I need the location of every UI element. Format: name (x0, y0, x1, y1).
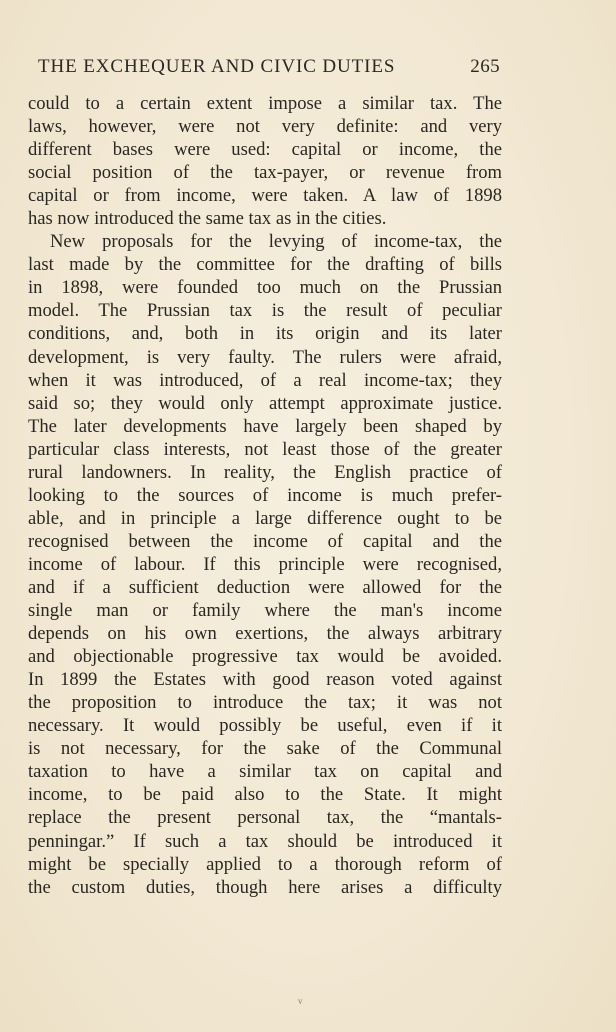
text-line: social position of the tax-payer, or revenue from (28, 162, 502, 184)
text-line: income, to be paid also to the State. It might (28, 784, 502, 806)
text-line: is not necessary, for the sake of the Communal (28, 738, 502, 760)
text-line: replace the present personal tax, the “mantals- (28, 807, 502, 829)
page-number: 265 (470, 56, 500, 77)
text-line: recognised between the income of capital and the (28, 530, 502, 552)
text-line: looking to the sources of income is much prefer- (28, 484, 502, 506)
text-line: depends on his own exertions, the always arbitrary (28, 623, 502, 645)
text-line: In 1899 the Estates with good reason voted against (28, 669, 502, 691)
text-line: the proposition to introduce the tax; it was not (28, 692, 502, 714)
text-line: different bases were used: capital or income, the (28, 139, 502, 161)
text-line: conditions, and, both in its origin and its later (28, 323, 502, 345)
text-line: taxation to have a similar tax on capital and (28, 761, 502, 783)
text-line: penningar.” If such a tax should be introduced it (28, 830, 502, 852)
signature-mark: v (298, 996, 303, 1006)
text-line: has now introduced the same tax as in the cities. (28, 208, 387, 230)
text-line: the custom duties, though here arises a difficulty (28, 876, 502, 898)
text-line: development, is very faulty. The rulers were afraid, (28, 346, 502, 368)
text-line: might be specially applied to a thorough reform of (28, 853, 502, 875)
text-line: when it was introduced, of a real income-tax; they (28, 369, 502, 391)
text-line: single man or family where the man's income (28, 600, 502, 622)
text-line: last made by the committee for the drafting of bills (28, 254, 502, 276)
text-line: income of labour. If this principle were recognised, (28, 553, 502, 575)
text-line: rural landowners. In reality, the English practice of (28, 461, 502, 483)
text-line: model. The Prussian tax is the result of peculiar (28, 300, 502, 322)
text-line: in 1898, were founded too much on the Prussian (28, 277, 502, 299)
text-line: laws, however, were not very definite: and very (28, 116, 502, 138)
running-head (38, 56, 500, 78)
text-line: could to a certain extent impose a similar tax. The (28, 93, 502, 114)
text-line: and objectionable progressive tax would be avoided. (28, 646, 502, 668)
text-line: capital or from income, were taken. A law of 1898 (28, 185, 502, 207)
text-line: able, and in principle a large difference ought to be (28, 507, 502, 529)
text-line: said so; they would only attempt approximate justice. (28, 392, 502, 414)
text-line: necessary. It would possibly be useful, even if it (28, 715, 502, 737)
body-text (28, 92, 502, 899)
text-line: New proposals for the levying of income-tax, the (50, 231, 502, 253)
running-head-title: THE EXCHEQUER AND CIVIC DUTIES (38, 56, 396, 77)
text-line: and if a sufficient deduction were allowed for the (28, 576, 502, 598)
text-line: particular class interests, not least those of the greater (28, 438, 502, 460)
text-line: The later developments have largely been shaped by (28, 415, 502, 437)
